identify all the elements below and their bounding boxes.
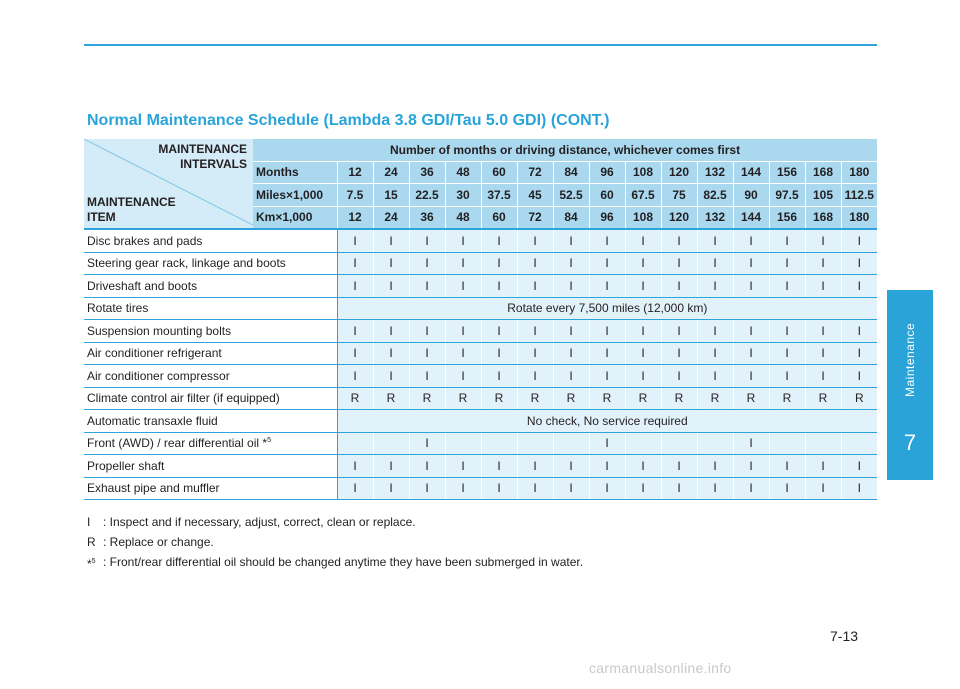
schedule-cell: I xyxy=(697,342,733,365)
legend-text: : Front/rear differential oil should be changed anytime they have been submerged in water. xyxy=(103,555,584,569)
schedule-cell: I xyxy=(517,275,553,298)
interval-value: 67.5 xyxy=(625,184,661,207)
legend-symbol-text: R xyxy=(87,535,96,549)
schedule-cell: I xyxy=(769,320,805,343)
schedule-span-note: No check, No service required xyxy=(337,410,877,433)
schedule-cell: R xyxy=(841,387,877,410)
maintenance-item-name xyxy=(84,275,337,298)
schedule-cell: I xyxy=(733,432,769,455)
schedule-cell: I xyxy=(373,229,409,252)
maintenance-item-name xyxy=(84,410,337,433)
schedule-cell: I xyxy=(553,229,589,252)
schedule-cell: I xyxy=(481,229,517,252)
maintenance-item-name xyxy=(84,455,337,478)
schedule-cell: I xyxy=(733,252,769,275)
interval-value: 112.5 xyxy=(841,184,877,207)
interval-value: 96 xyxy=(589,206,625,229)
legend-symbol-text: * xyxy=(87,557,92,571)
interval-value: 144 xyxy=(733,161,769,184)
schedule-cell: I xyxy=(553,252,589,275)
page-title: Normal Maintenance Schedule (Lambda 3.8 GDI/Tau 5.0 GDI) (CONT.) xyxy=(87,112,610,129)
interval-value: 108 xyxy=(625,206,661,229)
schedule-cell xyxy=(517,432,553,455)
footnote-marker: 5 xyxy=(267,437,271,445)
maintenance-item-name xyxy=(84,320,337,343)
schedule-cell: I xyxy=(661,229,697,252)
schedule-cell: I xyxy=(625,320,661,343)
header-row-span xyxy=(84,139,877,161)
schedule-cell: R xyxy=(589,387,625,410)
legend-symbol-text: I xyxy=(87,515,91,529)
legend-symbol xyxy=(87,532,103,552)
schedule-cell: I xyxy=(409,320,445,343)
schedule-cell: I xyxy=(337,365,373,388)
corner-label-intervals-line2: INTERVALS xyxy=(180,157,247,171)
schedule-cell: I xyxy=(697,229,733,252)
maintenance-item-label: Propeller shaft xyxy=(87,458,165,473)
schedule-cell: I xyxy=(517,342,553,365)
schedule-cell: I xyxy=(337,275,373,298)
maintenance-item-label: Climate control air filter (if equipped) xyxy=(87,391,280,406)
maintenance-schedule-table xyxy=(84,139,877,500)
schedule-cell: I xyxy=(805,365,841,388)
corner-label-item-line1: MAINTENANCE xyxy=(87,195,176,209)
schedule-cell xyxy=(337,432,373,455)
schedule-cell: I xyxy=(733,229,769,252)
legend-symbol-sup: 5 xyxy=(91,558,96,565)
interval-unit-label: Km×1,000 xyxy=(253,206,337,229)
maintenance-item-label: Front (AWD) / rear differential oil * xyxy=(87,436,268,451)
schedule-cell: I xyxy=(445,477,481,500)
maintenance-item-label: Automatic transaxle fluid xyxy=(87,413,218,428)
schedule-cell: I xyxy=(661,320,697,343)
schedule-cell: I xyxy=(661,455,697,478)
interval-value: 168 xyxy=(805,161,841,184)
interval-value: 60 xyxy=(589,184,625,207)
maintenance-item-label: Steering gear rack, linkage and boots xyxy=(87,256,286,271)
legend-text: : Replace or change. xyxy=(103,535,214,549)
legend-note xyxy=(87,512,583,532)
schedule-cell: I xyxy=(373,477,409,500)
interval-value: 120 xyxy=(661,161,697,184)
schedule-cell: I xyxy=(481,365,517,388)
schedule-cell: I xyxy=(805,252,841,275)
interval-value: 75 xyxy=(661,184,697,207)
schedule-row xyxy=(84,365,877,388)
interval-unit-label: Months xyxy=(253,161,337,184)
interval-value: 105 xyxy=(805,184,841,207)
interval-value: 24 xyxy=(373,206,409,229)
maintenance-item-label: Air conditioner compressor xyxy=(87,368,230,383)
schedule-cell: I xyxy=(481,320,517,343)
interval-value: 52.5 xyxy=(553,184,589,207)
maintenance-item-name xyxy=(84,229,337,252)
maintenance-item-name xyxy=(84,387,337,410)
legend-note xyxy=(87,532,583,552)
schedule-cell: I xyxy=(373,252,409,275)
maintenance-item-name xyxy=(84,252,337,275)
maintenance-item-label: Disc brakes and pads xyxy=(87,233,203,248)
interval-value: 96 xyxy=(589,161,625,184)
maintenance-item-name xyxy=(84,365,337,388)
chapter-tab-number: 7 xyxy=(903,430,917,455)
schedule-cell: I xyxy=(733,477,769,500)
schedule-cell: I xyxy=(697,477,733,500)
schedule-cell: I xyxy=(409,477,445,500)
schedule-cell: I xyxy=(805,455,841,478)
maintenance-item-label: Suspension mounting bolts xyxy=(87,323,232,338)
interval-value: 60 xyxy=(481,161,517,184)
maintenance-item-label: Exhaust pipe and muffler xyxy=(87,481,220,496)
page-number: 7-13 xyxy=(830,628,859,644)
schedule-cell: I xyxy=(409,455,445,478)
schedule-cell: I xyxy=(445,229,481,252)
schedule-cell: R xyxy=(553,387,589,410)
schedule-cell: I xyxy=(589,432,625,455)
interval-value: 48 xyxy=(445,161,481,184)
schedule-row xyxy=(84,275,877,298)
schedule-row xyxy=(84,455,877,478)
schedule-cell: I xyxy=(661,252,697,275)
schedule-cell: R xyxy=(625,387,661,410)
schedule-cell: I xyxy=(661,342,697,365)
schedule-cell: I xyxy=(661,365,697,388)
interval-unit-label: Miles×1,000 xyxy=(253,184,337,207)
schedule-cell xyxy=(769,432,805,455)
interval-value: 72 xyxy=(517,161,553,184)
interval-value: 156 xyxy=(769,206,805,229)
schedule-cell: I xyxy=(409,365,445,388)
schedule-cell: I xyxy=(373,365,409,388)
schedule-cell xyxy=(553,432,589,455)
schedule-cell: I xyxy=(553,365,589,388)
schedule-cell: I xyxy=(589,275,625,298)
legend-text: : Inspect and if necessary, adjust, correct, clean or replace. xyxy=(103,515,416,529)
schedule-cell: I xyxy=(805,477,841,500)
interval-value: 48 xyxy=(445,206,481,229)
schedule-cell: I xyxy=(697,320,733,343)
schedule-cell: I xyxy=(661,275,697,298)
interval-value: 7.5 xyxy=(337,184,373,207)
schedule-cell: I xyxy=(841,455,877,478)
schedule-cell: I xyxy=(373,342,409,365)
maintenance-item-name xyxy=(84,432,337,455)
schedule-cell: I xyxy=(553,477,589,500)
schedule-cell: I xyxy=(517,477,553,500)
schedule-cell: I xyxy=(589,252,625,275)
schedule-row xyxy=(84,297,877,320)
header-span-label: Number of months or driving distance, whichever comes first xyxy=(253,139,877,161)
interval-value: 144 xyxy=(733,206,769,229)
schedule-row xyxy=(84,387,877,410)
corner-label-intervals-line1: MAINTENANCE xyxy=(158,142,247,156)
schedule-cell: I xyxy=(625,455,661,478)
schedule-cell: I xyxy=(337,455,373,478)
legend-note xyxy=(87,552,583,574)
schedule-cell: R xyxy=(445,387,481,410)
schedule-cell: I xyxy=(733,342,769,365)
corner-label-item xyxy=(87,195,176,225)
maintenance-item-name xyxy=(84,342,337,365)
schedule-cell: I xyxy=(625,342,661,365)
interval-value: 30 xyxy=(445,184,481,207)
schedule-row xyxy=(84,229,877,252)
interval-value: 108 xyxy=(625,161,661,184)
interval-value: 15 xyxy=(373,184,409,207)
schedule-cell: I xyxy=(769,365,805,388)
schedule-row xyxy=(84,410,877,433)
schedule-cell: R xyxy=(409,387,445,410)
schedule-cell: I xyxy=(517,252,553,275)
schedule-cell: I xyxy=(589,320,625,343)
schedule-cell: I xyxy=(517,365,553,388)
maintenance-item-label: Driveshaft and boots xyxy=(87,278,198,293)
schedule-cell: I xyxy=(517,455,553,478)
schedule-cell: I xyxy=(481,477,517,500)
schedule-cell: I xyxy=(481,342,517,365)
interval-value: 156 xyxy=(769,161,805,184)
interval-value: 180 xyxy=(841,161,877,184)
schedule-cell: I xyxy=(661,477,697,500)
interval-value: 97.5 xyxy=(769,184,805,207)
schedule-cell: I xyxy=(337,252,373,275)
schedule-cell: I xyxy=(445,342,481,365)
schedule-cell: I xyxy=(841,342,877,365)
schedule-cell: I xyxy=(841,365,877,388)
schedule-cell: I xyxy=(841,477,877,500)
interval-value: 12 xyxy=(337,161,373,184)
schedule-cell: I xyxy=(733,455,769,478)
schedule-cell: R xyxy=(481,387,517,410)
header-corner-cell xyxy=(84,139,253,229)
maintenance-item-label: Air conditioner refrigerant xyxy=(87,346,222,361)
schedule-cell: I xyxy=(805,342,841,365)
interval-value: 36 xyxy=(409,206,445,229)
schedule-cell: I xyxy=(805,229,841,252)
interval-value: 72 xyxy=(517,206,553,229)
legend-symbol xyxy=(87,512,103,532)
schedule-cell: I xyxy=(733,275,769,298)
interval-value: 24 xyxy=(373,161,409,184)
schedule-cell: I xyxy=(841,252,877,275)
schedule-cell: R xyxy=(733,387,769,410)
schedule-cell: I xyxy=(733,365,769,388)
schedule-cell: I xyxy=(697,275,733,298)
schedule-cell: I xyxy=(481,455,517,478)
corner-label-item-line2: ITEM xyxy=(87,210,116,224)
interval-value: 90 xyxy=(733,184,769,207)
schedule-cell: I xyxy=(337,342,373,365)
schedule-cell: I xyxy=(625,477,661,500)
schedule-cell: I xyxy=(337,229,373,252)
schedule-cell: I xyxy=(733,320,769,343)
interval-value: 132 xyxy=(697,206,733,229)
schedule-cell: I xyxy=(409,432,445,455)
interval-value: 60 xyxy=(481,206,517,229)
schedule-cell: I xyxy=(769,229,805,252)
schedule-cell: I xyxy=(625,252,661,275)
schedule-cell: R xyxy=(517,387,553,410)
schedule-row xyxy=(84,320,877,343)
interval-value: 180 xyxy=(841,206,877,229)
schedule-cell: I xyxy=(589,229,625,252)
schedule-cell: I xyxy=(373,320,409,343)
schedule-row xyxy=(84,477,877,500)
schedule-cell: I xyxy=(553,275,589,298)
interval-value: 12 xyxy=(337,206,373,229)
schedule-cell: R xyxy=(769,387,805,410)
schedule-cell: I xyxy=(409,275,445,298)
schedule-cell: I xyxy=(625,365,661,388)
schedule-cell xyxy=(625,432,661,455)
interval-value: 36 xyxy=(409,161,445,184)
schedule-cell: I xyxy=(409,342,445,365)
schedule-cell: I xyxy=(589,342,625,365)
schedule-cell: I xyxy=(373,455,409,478)
schedule-cell: I xyxy=(553,455,589,478)
schedule-cell xyxy=(805,432,841,455)
schedule-cell xyxy=(697,432,733,455)
schedule-cell: I xyxy=(337,477,373,500)
schedule-cell: R xyxy=(697,387,733,410)
schedule-cell: I xyxy=(517,229,553,252)
schedule-cell: I xyxy=(769,275,805,298)
interval-value: 120 xyxy=(661,206,697,229)
schedule-cell: I xyxy=(445,275,481,298)
schedule-cell: I xyxy=(805,320,841,343)
schedule-cell: R xyxy=(337,387,373,410)
schedule-cell: I xyxy=(589,455,625,478)
interval-value: 82.5 xyxy=(697,184,733,207)
schedule-cell: I xyxy=(445,365,481,388)
chapter-tab-label: Maintenance xyxy=(903,322,917,398)
interval-value: 132 xyxy=(697,161,733,184)
schedule-cell: I xyxy=(445,252,481,275)
schedule-cell: I xyxy=(697,455,733,478)
interval-value: 84 xyxy=(553,161,589,184)
schedule-cell xyxy=(841,432,877,455)
schedule-cell: I xyxy=(625,229,661,252)
schedule-cell xyxy=(445,432,481,455)
schedule-cell: I xyxy=(841,229,877,252)
interval-value: 84 xyxy=(553,206,589,229)
schedule-cell xyxy=(661,432,697,455)
schedule-cell: I xyxy=(409,252,445,275)
schedule-cell: R xyxy=(373,387,409,410)
interval-value: 45 xyxy=(517,184,553,207)
schedule-cell: I xyxy=(517,320,553,343)
schedule-cell: I xyxy=(589,365,625,388)
schedule-cell: I xyxy=(769,252,805,275)
maintenance-item-label: Rotate tires xyxy=(87,301,149,316)
corner-label-intervals xyxy=(158,142,247,172)
schedule-cell: I xyxy=(553,342,589,365)
schedule-cell: I xyxy=(769,455,805,478)
schedule-cell: R xyxy=(661,387,697,410)
schedule-cell: I xyxy=(769,342,805,365)
legend-symbol xyxy=(87,552,103,574)
schedule-row xyxy=(84,252,877,275)
interval-value: 168 xyxy=(805,206,841,229)
maintenance-item-name xyxy=(84,477,337,500)
interval-value: 37.5 xyxy=(481,184,517,207)
top-rule xyxy=(84,44,877,46)
legend-notes xyxy=(87,512,583,574)
watermark: carmanualsonline.info xyxy=(589,660,732,676)
schedule-cell: I xyxy=(589,477,625,500)
schedule-cell: I xyxy=(697,252,733,275)
schedule-cell: I xyxy=(697,365,733,388)
interval-value: 22.5 xyxy=(409,184,445,207)
schedule-cell: I xyxy=(409,229,445,252)
maintenance-item-name xyxy=(84,297,337,320)
schedule-row xyxy=(84,432,877,455)
schedule-cell: I xyxy=(337,320,373,343)
schedule-cell: I xyxy=(481,275,517,298)
schedule-cell: I xyxy=(481,252,517,275)
schedule-cell: I xyxy=(445,455,481,478)
schedule-cell xyxy=(373,432,409,455)
schedule-cell: I xyxy=(841,275,877,298)
schedule-cell: R xyxy=(805,387,841,410)
schedule-cell: I xyxy=(373,275,409,298)
schedule-span-note: Rotate every 7,500 miles (12,000 km) xyxy=(337,297,877,320)
schedule-cell: I xyxy=(769,477,805,500)
schedule-cell: I xyxy=(805,275,841,298)
schedule-cell xyxy=(481,432,517,455)
schedule-cell: I xyxy=(625,275,661,298)
schedule-cell: I xyxy=(445,320,481,343)
schedule-cell: I xyxy=(553,320,589,343)
schedule-row xyxy=(84,342,877,365)
schedule-cell: I xyxy=(841,320,877,343)
